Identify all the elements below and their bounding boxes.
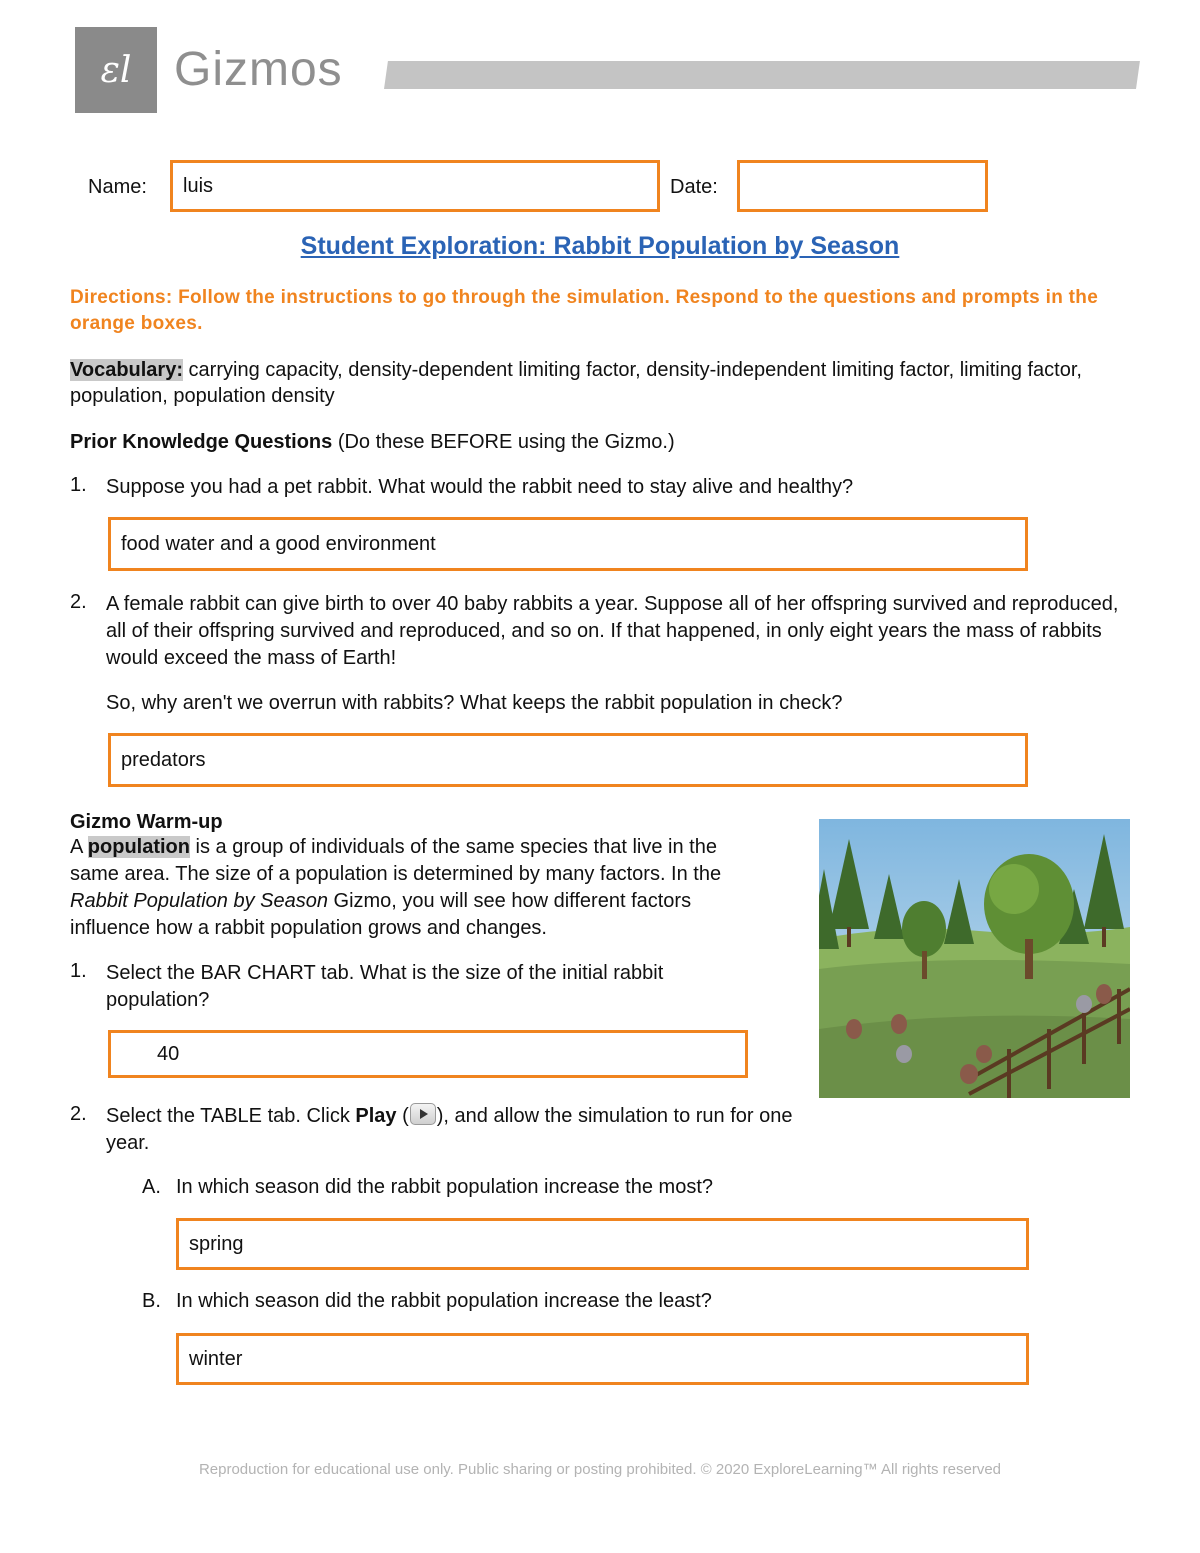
wu-qB-letter: B. [142,1290,161,1312]
pk-q1-text: Suppose you had a pet rabbit. What would the rabbit need to stay alive and healthy? [106,476,854,498]
pk-q1-number: 1. [70,474,87,496]
warmup-intro-c: Gizmo, you will see how different factors influence how a rabbit population grows and changes. [70,890,692,939]
wu-answer-B-value: winter [189,1347,243,1370]
warmup-heading: Gizmo Warm-up [70,811,223,833]
prior-knowledge-title: Prior Knowledge Questions [70,431,333,453]
header-bar [384,61,1140,89]
pk-q2-number: 2. [70,591,87,613]
brand-name: Gizmos [174,43,343,96]
vocabulary-label: Vocabulary: [70,359,183,381]
rabbit-meadow-illustration [819,819,1130,1098]
directions: Directions: Follow the instructions to go through the simulation. Respond to the questions and prompts in the orange boxes. [70,287,1099,334]
pk-q2-text: A female rabbit can give birth to over 40 baby rabbits a year. Suppose all of her offspring survived and reproduced, all of their offspring survived and reproduced, and so on. If that happened, in only eight years the mass of rabbits would exceed the mass of Earth! [106,593,1119,669]
date-field[interactable] [737,160,988,212]
wu-answer-1[interactable] [108,1030,748,1078]
wu-q2-b: ( [396,1105,409,1127]
wu-answer-A-value: spring [189,1232,244,1255]
pk-answer-1-value: food water and a good environment [121,532,436,555]
vocabulary [70,357,1130,409]
wu-answer-1-value: 40 [157,1042,180,1065]
population-term: population [87,836,190,858]
wu-q2-a: Select the TABLE tab. Click [106,1105,356,1127]
prior-knowledge-note: (Do these BEFORE using the Gizmo.) [332,431,675,453]
pk-answer-1[interactable] [108,517,1028,571]
explorelearning-logo [75,27,157,113]
play-label: Play [355,1105,397,1127]
name-value: luis [183,174,214,197]
wu-q1-text: Select the BAR CHART tab. What is the size of the initial rabbit population? [106,962,664,1011]
pk-answer-2-value: predators [121,748,206,771]
vocabulary-text: carrying capacity, density-dependent limiting factor, density-independent limiting factor, limiting factor, population, population density [70,359,1082,407]
meadow-scene [819,819,1130,1098]
name-label: Name: [88,176,147,198]
wu-q2-c: ), and allow the simulation to run for one year. [106,1105,793,1154]
wu-q2-number: 2. [70,1103,87,1125]
warmup-intro-b: is a group of individuals of the same species that live in the same area. The size of a population is determined by many factors. In the [70,836,722,885]
wu-qA-letter: A. [142,1176,161,1198]
gizmo-name: Rabbit Population by Season [70,890,328,912]
name-field[interactable] [170,160,660,212]
warmup-intro-a: A [70,836,88,858]
prior-knowledge-heading [70,429,675,455]
wu-answer-B[interactable] [176,1333,1029,1385]
logo-glyph: ɛl [100,49,132,91]
warmup-intro [70,834,760,942]
play-icon [410,1103,436,1125]
wu-qB-text: In which season did the rabbit population increase the least? [176,1290,712,1312]
wu-answer-A[interactable] [176,1218,1029,1270]
copyright-footer: Reproduction for educational use only. Public sharing or posting prohibited. © 2020 ExploreLearning™ All rights reserved [198,1461,1002,1478]
wu-qA-text: In which season did the rabbit population increase the most? [176,1176,714,1198]
pk-q2b-text: So, why aren't we overrun with rabbits? What keeps the rabbit population in check? [106,692,843,714]
page-title: Student Exploration: Rabbit Population by Season [300,232,900,260]
wu-q2-text [106,1103,826,1157]
pk-answer-2[interactable] [108,733,1028,787]
wu-q1-number: 1. [70,960,87,982]
date-label: Date: [670,176,718,198]
